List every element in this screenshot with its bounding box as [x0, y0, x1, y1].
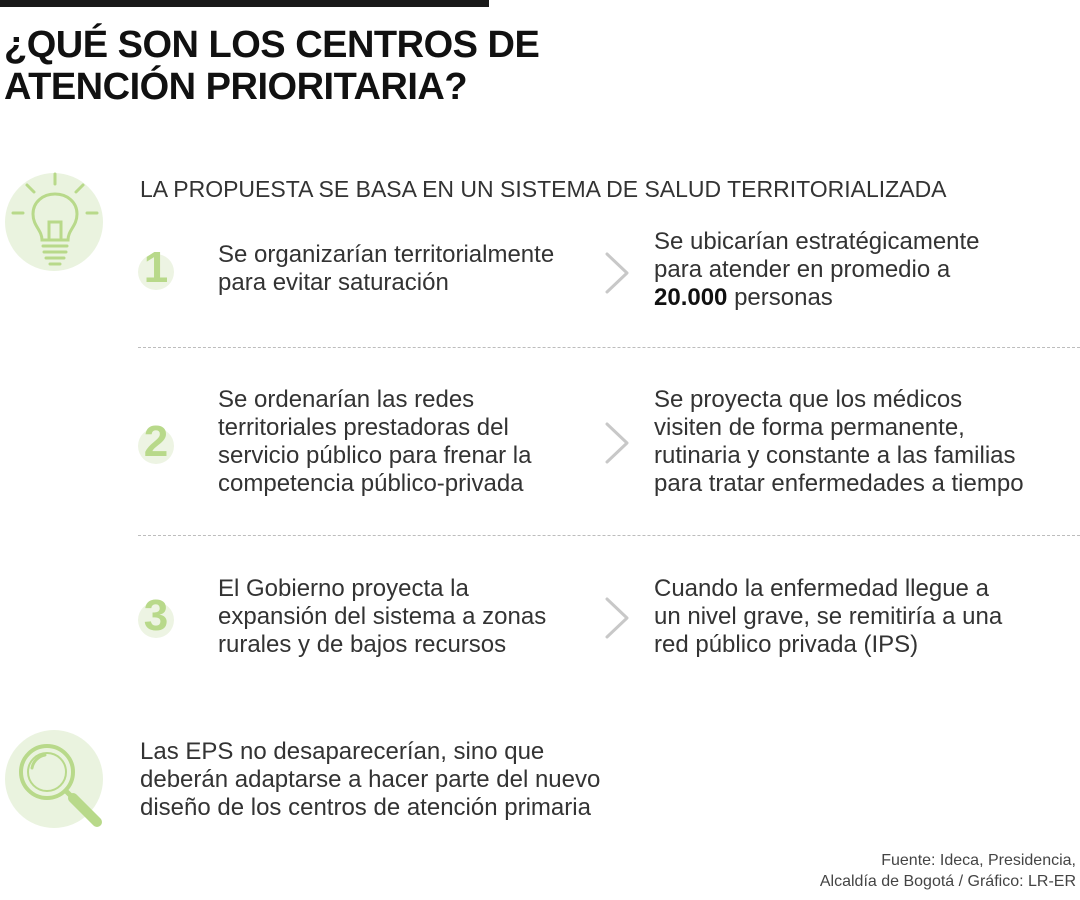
step-3-right-line: red público privada (IPS) [654, 631, 919, 658]
step-2-right-line: visiten de forma permanente, [654, 414, 965, 441]
chevron-right-icon [603, 250, 631, 296]
conclusion-line: Las EPS no desaparecerían, sino que [140, 738, 545, 765]
step-2-left-line: Se ordenarían las redes [218, 386, 475, 413]
step-2-right-line: Se proyecta que los médicos [654, 386, 963, 413]
title-line-2: ATENCIÓN PRIORITARIA? [4, 66, 468, 108]
step-1-right-line: Se ubicarían estratégicamente [654, 228, 980, 255]
step-3-left-line: rurales y de bajos recursos [218, 631, 507, 658]
divider [138, 347, 1080, 348]
step-2-right-line: para tratar enfermedades a tiempo [654, 470, 1024, 497]
page-title [4, 24, 904, 108]
conclusion-line: diseño de los centros de atención primaria [140, 794, 591, 821]
step-1-right-text [654, 228, 980, 312]
step-3-number: 3 [143, 591, 169, 640]
step-1-number: 1 [143, 243, 169, 292]
step-1-left-line: para evitar saturación [218, 269, 449, 296]
source-line: Alcaldía de Bogotá / Gráfico: LR-ER [819, 873, 1076, 890]
source-credit [820, 850, 1076, 892]
divider [138, 535, 1080, 536]
step-1-left-line: Se organizarían territorialmente [218, 241, 555, 268]
step-3-left-text [218, 575, 546, 659]
intro-heading: LA PROPUESTA SE BASA EN UN SISTEMA DE SALUD TERRITORIALIZADA [140, 176, 947, 202]
step-2-number: 2 [143, 417, 169, 466]
step-2-left-text [218, 386, 532, 498]
step-2-right-line: rutinaria y constante a las familias [654, 442, 1016, 469]
chevron-right-icon [603, 595, 631, 641]
top-rule [0, 0, 489, 7]
magnifier-icon [5, 730, 105, 830]
step-1-right-line: para atender en promedio a [654, 256, 951, 283]
step-1-right-line [654, 284, 980, 312]
step-2-right-text [654, 386, 1024, 498]
conclusion-text [140, 738, 600, 822]
lightbulb-icon [5, 168, 105, 278]
step-2-left-line: competencia público-privada [218, 470, 524, 497]
source-line: Fuente: Ideca, Presidencia, [881, 852, 1076, 869]
conclusion-line: deberán adaptarse a hacer parte del nuevo [140, 766, 601, 793]
step-1-left-text [218, 241, 554, 297]
step-2-left-line: territoriales prestadoras del [218, 414, 509, 441]
step-3-right-line: Cuando la enfermedad llegue a [654, 575, 989, 602]
highlight-number: 20.000 [654, 284, 728, 311]
step-3-left-line: expansión del sistema a zonas [218, 603, 547, 630]
step-3-left-line: El Gobierno proyecta la [218, 575, 469, 602]
step-1-right-tail: personas [727, 284, 833, 311]
chevron-right-icon [603, 420, 631, 466]
step-3-right-text [654, 575, 1002, 659]
step-3-right-line: un nivel grave, se remitiría a una [654, 603, 1003, 630]
step-2-left-line: servicio público para frenar la [218, 442, 532, 469]
title-line-1: ¿QUÉ SON LOS CENTROS DE [4, 24, 540, 66]
